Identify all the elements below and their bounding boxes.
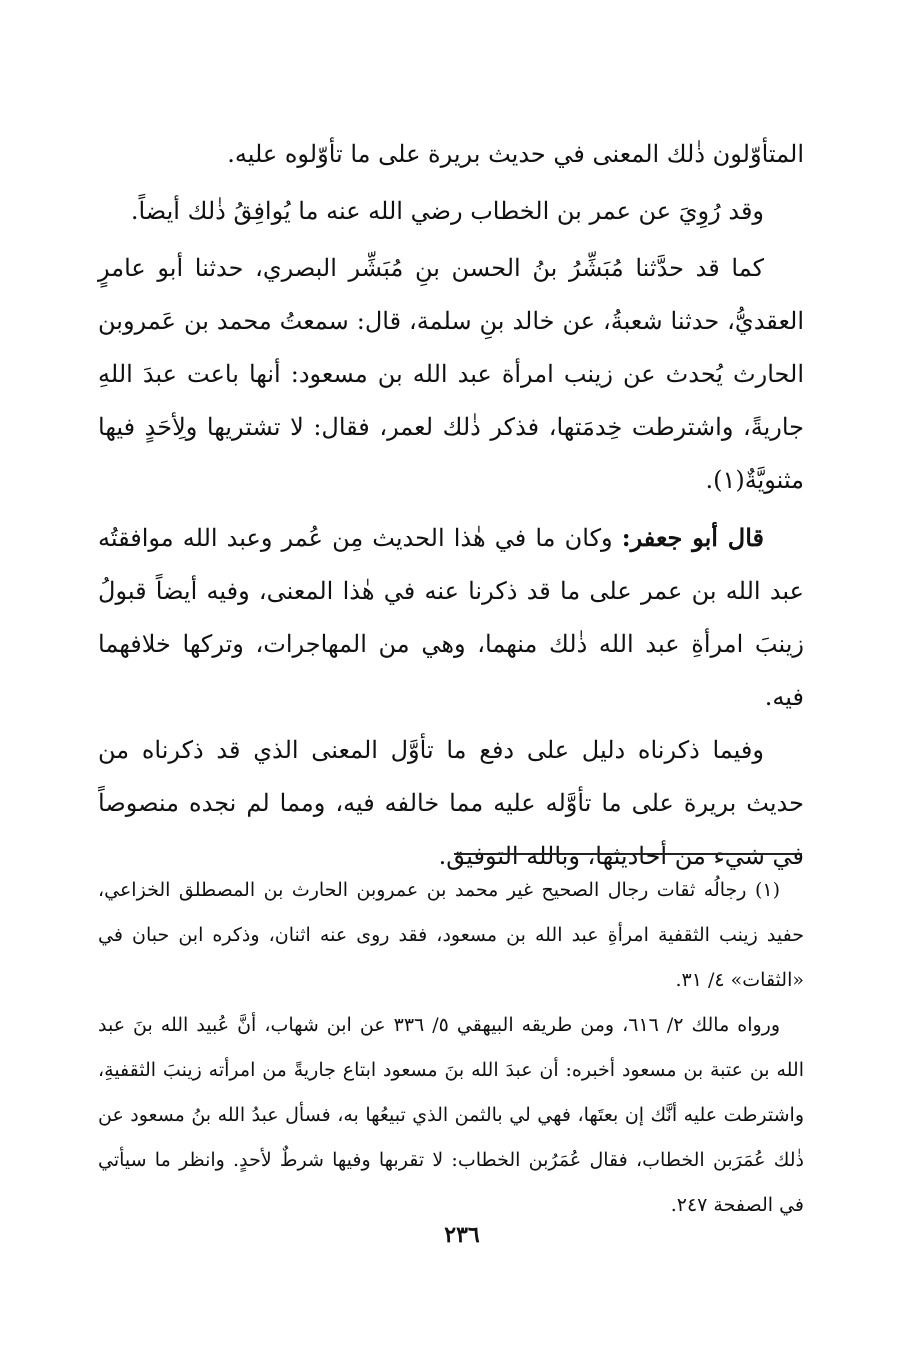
paragraph-1: المتأوّلون ذٰلك المعنى في حديث بريرة على ما تأوّلوه عليه.: [227, 140, 804, 168]
main-text: [98, 128, 804, 883]
paragraph-4: [98, 511, 804, 724]
paragraph-4-lead: قال أبو جعفر:: [621, 523, 765, 552]
paragraph-5: وفيما ذكرناه دليل على دفع ما تأوَّل المعنى الذي قد ذكرناه من حديث بريرة على ما تأوَّله عليه مما خالفه فيه، ومما لم نجده منصوصاً في شيء من أحاديثها، وبالله التوفيق.: [98, 736, 804, 870]
paragraph-2: وقد رُوِيَ عن عمر بن الخطاب رضي الله عنه ما يُوافِقُ ذٰلك أيضاً.: [130, 197, 764, 225]
footnote-separator: [454, 853, 802, 855]
page-number: ٢٣٦: [444, 1222, 480, 1248]
footnote-1-continuation: ورواه مالك ٢/ ٦١٦، ومن طريقه البيهقي ٥/ ٣٣٦ عن ابن شهاب، أنَّ عُبيد الله بنَ عبد الله بن عتبة بن مسعود أخبره: أن عبدَ الله بنَ مسعود ابتاع جاريةً من امرأته زينبَ الثقفيةِ، واشترطت عليه أنَّك إن بعتَها، فهي لي بالثمن الذي تبيعُها به، فسأل عبدُ الله بنُ مسعود عن ذٰلك عُمَرَبن الخطاب، فقال عُمَرُبن الخطاب: لا تقربها وفيها شرطٌ لأحدٍ. وانظر ما سيأتي في الصفحة ٢٤٧.: [98, 1014, 804, 1216]
paragraph-3: كما قد حدَّثنا مُبَشِّرُ بنُ الحسن بنِ مُبَشِّر البصري، حدثنا أبو عامرٍ العقديُّ، حدثنا شعبةُ، عن خالد بنِ سلمة، قال: سمعتُ محمد بن عَمروبن الحارث يُحدث عن زينب امرأة عبد الله بن مسعود: أنها باعت عبدَ اللهِ جاريةً، واشترطت خِدمَتها، فذكر ذٰلك لعمر، فقال: لا تشتريها ولِأحَدٍ فيها مثنويَّةٌ(١).: [98, 254, 805, 494]
footnotes: [98, 868, 804, 1228]
paragraph-4-rest: وكان ما في هٰذا الحديث مِن عُمر وعبد الله موافقتُه عبد الله بن عمر على ما قد ذكرنا عنه في هٰذا المعنى، وفيه أيضاً قبولُ زينبَ امرأةِ عبد الله ذٰلك منهما، وهي من المهاجرات، وتركها خلافهما فيه.: [98, 524, 804, 711]
footnote-1: (١) رجالُه ثقات رجال الصحيح غير محمد بن عمروبن الحارث بن المصطلق الخزاعي، حفيد زينب الثقفية امرأةِ عبد الله بن مسعود، فقد روى عنه اثنان، وذكره ابن حبان في «الثقات» ٤/ ٣١.: [98, 879, 804, 991]
